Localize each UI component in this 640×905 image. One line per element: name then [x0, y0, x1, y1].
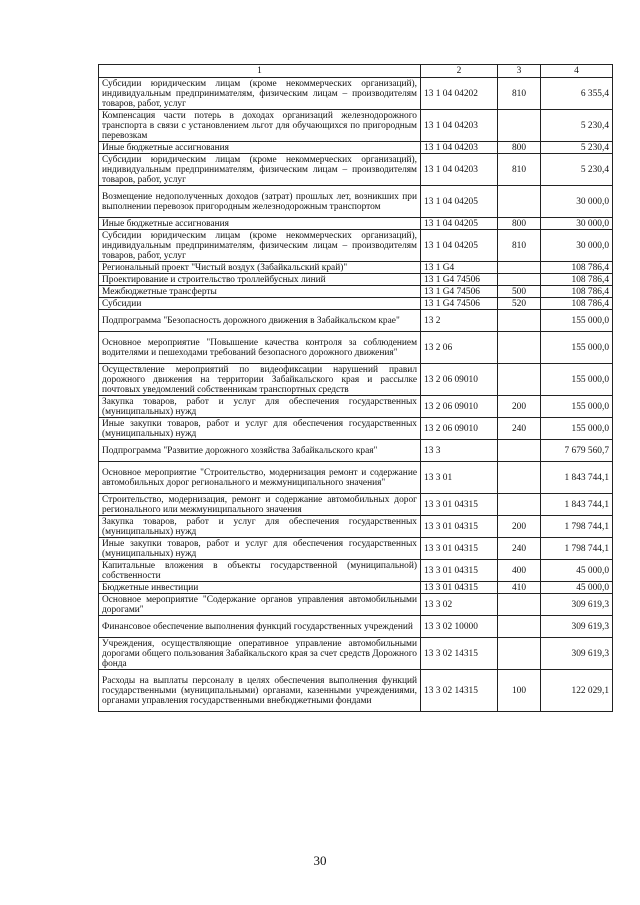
table-row	[99, 538, 613, 560]
row-expense-type	[498, 274, 541, 286]
row-expense-type: 810	[498, 154, 541, 186]
row-name: Субсидии юридическим лицам (кроме некоммерческих организаций), индивидуальным предпринимателям, физическим лицам – производителям товаров, работ, услуг	[99, 154, 421, 186]
row-amount: 6 355,4	[541, 78, 613, 110]
row-code: 13 1 04 04203	[421, 110, 498, 142]
table-row	[99, 560, 613, 582]
header-col-4: 4	[541, 65, 613, 78]
row-expense-type	[498, 262, 541, 274]
row-code: 13 3 01 04315	[421, 516, 498, 538]
row-expense-type	[498, 110, 541, 142]
row-name: Основное мероприятие "Строительство, модернизация ремонт и содержание автомобильных дорог регионального и межмуниципального значения"	[99, 462, 421, 494]
table-row	[99, 594, 613, 616]
row-amount: 108 786,4	[541, 262, 613, 274]
row-amount: 122 029,1	[541, 670, 613, 712]
row-expense-type	[498, 440, 541, 462]
row-name: Региональный проект "Чистый воздух (Забайкальский край)"	[99, 262, 421, 274]
table-row	[99, 332, 613, 364]
row-code: 13 2 06 09010	[421, 396, 498, 418]
row-code: 13 1 04 04205	[421, 230, 498, 262]
row-code: 13 3 01 04315	[421, 538, 498, 560]
row-name: Осуществление мероприятий по видеофиксации нарушений правил дорожного движения на территории Забайкальского края и рассылке почтовых уведомлений собственникам транспортных средств	[99, 364, 421, 396]
row-expense-type	[498, 186, 541, 218]
table-row	[99, 396, 613, 418]
row-amount: 155 000,0	[541, 332, 613, 364]
row-amount: 1 798 744,1	[541, 538, 613, 560]
row-amount: 5 230,4	[541, 142, 613, 154]
row-code: 13 3 02	[421, 594, 498, 616]
row-name: Субсидии юридическим лицам (кроме некоммерческих организаций), индивидуальным предпринимателям, физическим лицам – производителям товаров, работ, услуг	[99, 230, 421, 262]
row-code: 13 3 01 04315	[421, 582, 498, 594]
row-code: 13 3 01 04315	[421, 560, 498, 582]
table-row	[99, 582, 613, 594]
row-name: Проектирование и строительство троллейбусных линий	[99, 274, 421, 286]
row-name: Подпрограмма "Безопасность дорожного движения в Забайкальском крае"	[99, 310, 421, 332]
header-col-3: 3	[498, 65, 541, 78]
row-amount: 45 000,0	[541, 582, 613, 594]
row-amount: 155 000,0	[541, 418, 613, 440]
table-row	[99, 616, 613, 638]
row-expense-type: 800	[498, 218, 541, 230]
row-code: 13 1 04 04203	[421, 154, 498, 186]
row-code: 13 1 04 04205	[421, 186, 498, 218]
table-row	[99, 516, 613, 538]
row-code: 13 1 G4	[421, 262, 498, 274]
table-row	[99, 142, 613, 154]
table-row	[99, 154, 613, 186]
row-code: 13 1 04 04202	[421, 78, 498, 110]
row-name: Межбюджетные трансферты	[99, 286, 421, 298]
row-name: Закупка товаров, работ и услуг для обеспечения государственных (муниципальных) нужд	[99, 516, 421, 538]
table-row	[99, 364, 613, 396]
header-col-2: 2	[421, 65, 498, 78]
row-expense-type: 240	[498, 418, 541, 440]
row-expense-type	[498, 594, 541, 616]
row-name: Учреждения, осуществляющие оперативное управление автомобильными дорогами общего пользования Забайкальского края за счет средств Дорожного фонда	[99, 638, 421, 670]
row-name: Основное мероприятие "Повышение качества контроля за соблюдением водителями и пешеходами требований безопасного дорожного движения"	[99, 332, 421, 364]
row-amount: 1 843 744,1	[541, 462, 613, 494]
row-name: Компенсация части потерь в доходах организаций железнодорожного транспорта в связи с установлением льгот для обучающихся по пригородным перевозкам	[99, 110, 421, 142]
row-expense-type	[498, 462, 541, 494]
row-name: Субсидии	[99, 298, 421, 310]
row-name: Иные закупки товаров, работ и услуг для обеспечения государственных (муниципальных) нужд	[99, 538, 421, 560]
row-amount: 45 000,0	[541, 560, 613, 582]
row-expense-type: 810	[498, 230, 541, 262]
table-row	[99, 262, 613, 274]
table-row	[99, 494, 613, 516]
row-expense-type	[498, 332, 541, 364]
page-number: 30	[313, 853, 327, 868]
row-name: Строительство, модернизация, ремонт и содержание автомобильных дорог регионального или межмуниципального значения	[99, 494, 421, 516]
row-name: Финансовое обеспечение выполнения функций государственных учреждений	[99, 616, 421, 638]
row-amount: 155 000,0	[541, 310, 613, 332]
row-amount: 7 679 560,7	[541, 440, 613, 462]
table-row	[99, 218, 613, 230]
table-row	[99, 230, 613, 262]
table-row	[99, 310, 613, 332]
budget-table	[98, 64, 613, 712]
row-name: Капитальные вложения в объекты государственной (муниципальной) собственности	[99, 560, 421, 582]
table-row	[99, 298, 613, 310]
row-amount: 5 230,4	[541, 154, 613, 186]
row-code: 13 1 G4 74506	[421, 298, 498, 310]
table-row	[99, 670, 613, 712]
row-expense-type: 520	[498, 298, 541, 310]
row-expense-type	[498, 364, 541, 396]
row-code: 13 2 06	[421, 332, 498, 364]
row-code: 13 2	[421, 310, 498, 332]
row-code: 13 1 04 04203	[421, 142, 498, 154]
row-name: Субсидии юридическим лицам (кроме некоммерческих организаций), индивидуальным предпринимателям, физическим лицам – производителям товаров, работ, услуг	[99, 78, 421, 110]
row-code: 13 1 G4 74506	[421, 274, 498, 286]
row-expense-type: 200	[498, 396, 541, 418]
row-name: Возмещение недополученных доходов (затрат) прошлых лет, возникших при выполнении перевозок пригородным железнодорожным транспортом	[99, 186, 421, 218]
row-expense-type: 100	[498, 670, 541, 712]
row-amount: 30 000,0	[541, 230, 613, 262]
row-amount: 30 000,0	[541, 186, 613, 218]
row-code: 13 3 01 04315	[421, 494, 498, 516]
row-name: Бюджетные инвестиции	[99, 582, 421, 594]
row-amount: 309 619,3	[541, 616, 613, 638]
row-code: 13 3 02 14315	[421, 670, 498, 712]
row-name: Иные закупки товаров, работ и услуг для обеспечения государственных (муниципальных) нужд	[99, 418, 421, 440]
budget-table-body	[99, 65, 613, 712]
row-name: Основное мероприятие "Содержание органов управления автомобильными дорогами"	[99, 594, 421, 616]
row-expense-type	[498, 494, 541, 516]
row-amount: 108 786,4	[541, 298, 613, 310]
row-amount: 155 000,0	[541, 364, 613, 396]
row-amount: 1 843 744,1	[541, 494, 613, 516]
table-row	[99, 462, 613, 494]
row-expense-type	[498, 638, 541, 670]
table-row	[99, 418, 613, 440]
row-code: 13 2 06 09010	[421, 364, 498, 396]
row-amount: 5 230,4	[541, 110, 613, 142]
row-name: Иные бюджетные ассигнования	[99, 142, 421, 154]
row-amount: 1 798 744,1	[541, 516, 613, 538]
row-expense-type: 500	[498, 286, 541, 298]
row-amount: 30 000,0	[541, 218, 613, 230]
row-amount: 309 619,3	[541, 638, 613, 670]
row-code: 13 3 02 14315	[421, 638, 498, 670]
row-expense-type: 410	[498, 582, 541, 594]
table-row	[99, 440, 613, 462]
row-expense-type: 240	[498, 538, 541, 560]
row-name: Подпрограмма "Развитие дорожного хозяйства Забайкальского края"	[99, 440, 421, 462]
row-expense-type: 810	[498, 78, 541, 110]
table-row	[99, 286, 613, 298]
row-code: 13 2 06 09010	[421, 418, 498, 440]
header-col-1: 1	[99, 65, 421, 78]
table-row	[99, 110, 613, 142]
row-amount: 155 000,0	[541, 396, 613, 418]
table-row	[99, 274, 613, 286]
row-name: Иные бюджетные ассигнования	[99, 218, 421, 230]
row-expense-type: 200	[498, 516, 541, 538]
table-row	[99, 638, 613, 670]
row-expense-type: 800	[498, 142, 541, 154]
table-row	[99, 186, 613, 218]
row-code: 13 1 04 04205	[421, 218, 498, 230]
row-amount: 108 786,4	[541, 274, 613, 286]
row-code: 13 3 01	[421, 462, 498, 494]
table-header-row	[99, 65, 613, 78]
row-name: Закупка товаров, работ и услуг для обеспечения государственных (муниципальных) нужд	[99, 396, 421, 418]
row-code: 13 3 02 10000	[421, 616, 498, 638]
row-expense-type: 400	[498, 560, 541, 582]
row-name: Расходы на выплаты персоналу в целях обеспечения выполнения функций государственными (муниципальными) органами, казенными учреждениями, органами управления государственными внебюджетными фондами	[99, 670, 421, 712]
row-code: 13 3	[421, 440, 498, 462]
row-expense-type	[498, 616, 541, 638]
table-row	[99, 78, 613, 110]
row-amount: 108 786,4	[541, 286, 613, 298]
row-code: 13 1 G4 74506	[421, 286, 498, 298]
row-amount: 309 619,3	[541, 594, 613, 616]
row-expense-type	[498, 310, 541, 332]
